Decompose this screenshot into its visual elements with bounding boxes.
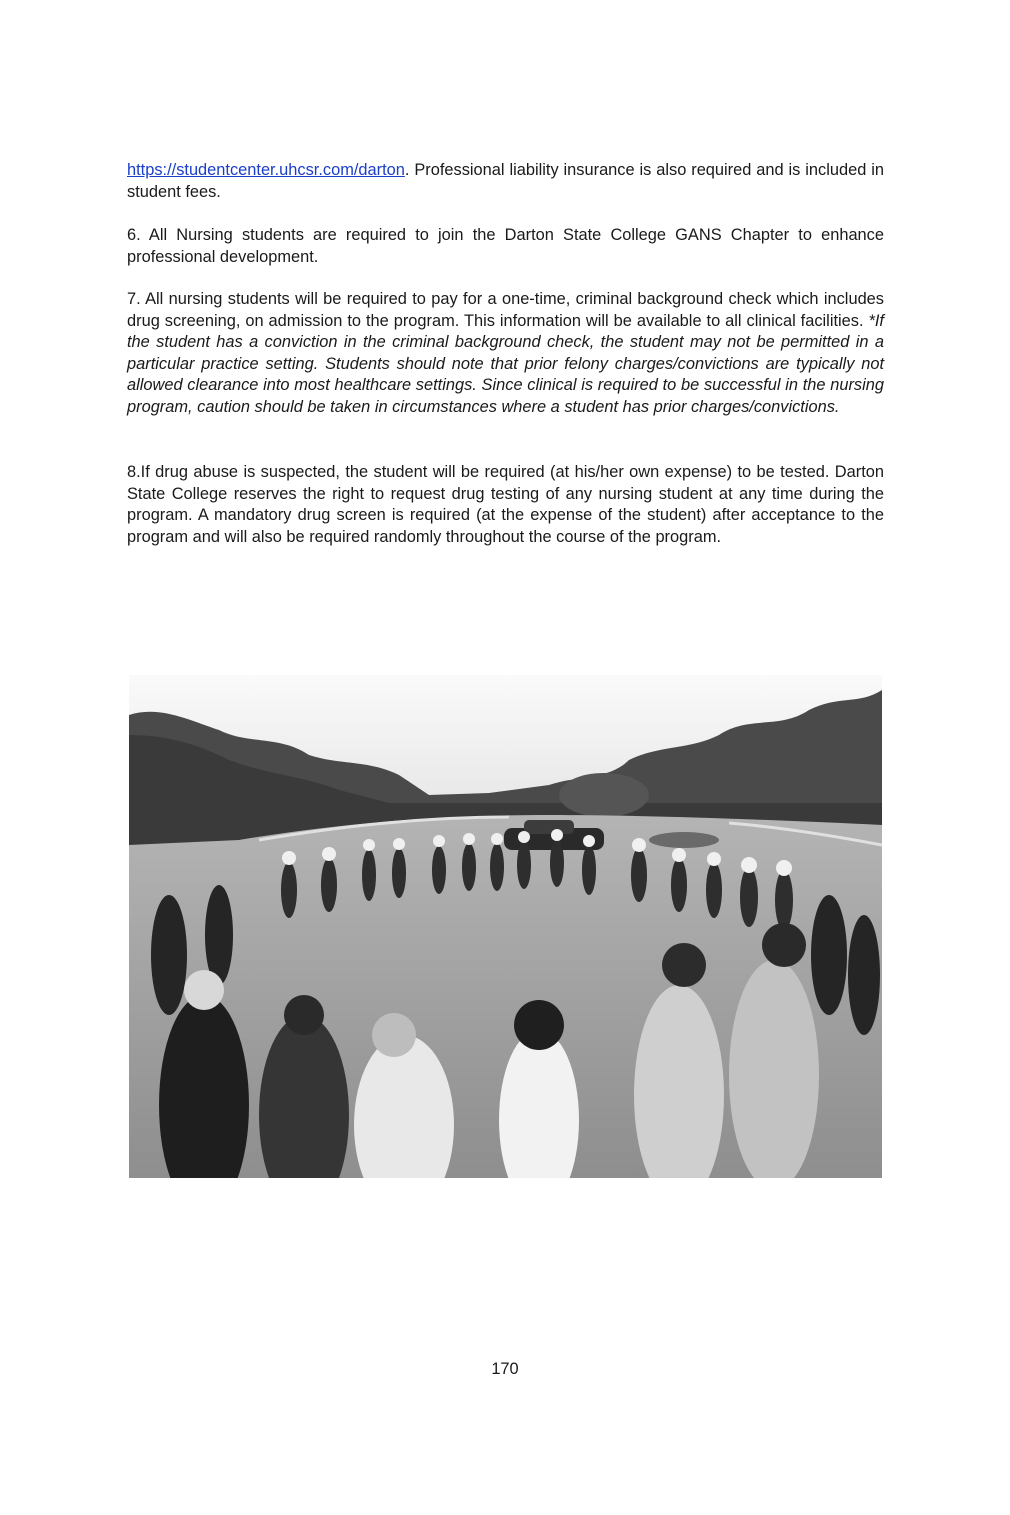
paragraph-drug-testing: 8.If drug abuse is suspected, the student will be required (at his/her own expense) to be tested. Darton State College reserves the right to request drug testing of any nursing student at any time during the program. A mandatory drug screen is required (at the expense of the student) after acceptance to the program and will also be required randomly throughout the course of the program. [127,463,884,546]
paragraph-insurance [127,160,884,203]
background-check-warning: *If the student has a conviction in the criminal background check, the student may not be permitted in a particular practice setting. Students should note that prior felony charges/convictions are typically not allowed clearance into most healthcare settings. Since clinical is required to be successful in the nursing program, caution should be taken in circumstances where a student has prior charges/convictions. [127,311,884,416]
group-circle-photo [129,675,882,1178]
paragraph-background-check [127,289,884,419]
background-check-text: 7. All nursing students will be required to pay for a one-time, criminal background check which includes drug screening, on admission to the program. This information will be available to all clinical facilities. [127,290,884,330]
insurance-text: . Professional liability insurance is also required and is included in student fees. [127,161,884,201]
page-number: 170 [491,1360,519,1378]
paragraph-gans: 6. All Nursing students are required to join the Darton State College GANS Chapter to enhance professional development. [127,226,884,266]
student-center-link[interactable]: https://studentcenter.uhcsr.com/darton [127,161,405,179]
